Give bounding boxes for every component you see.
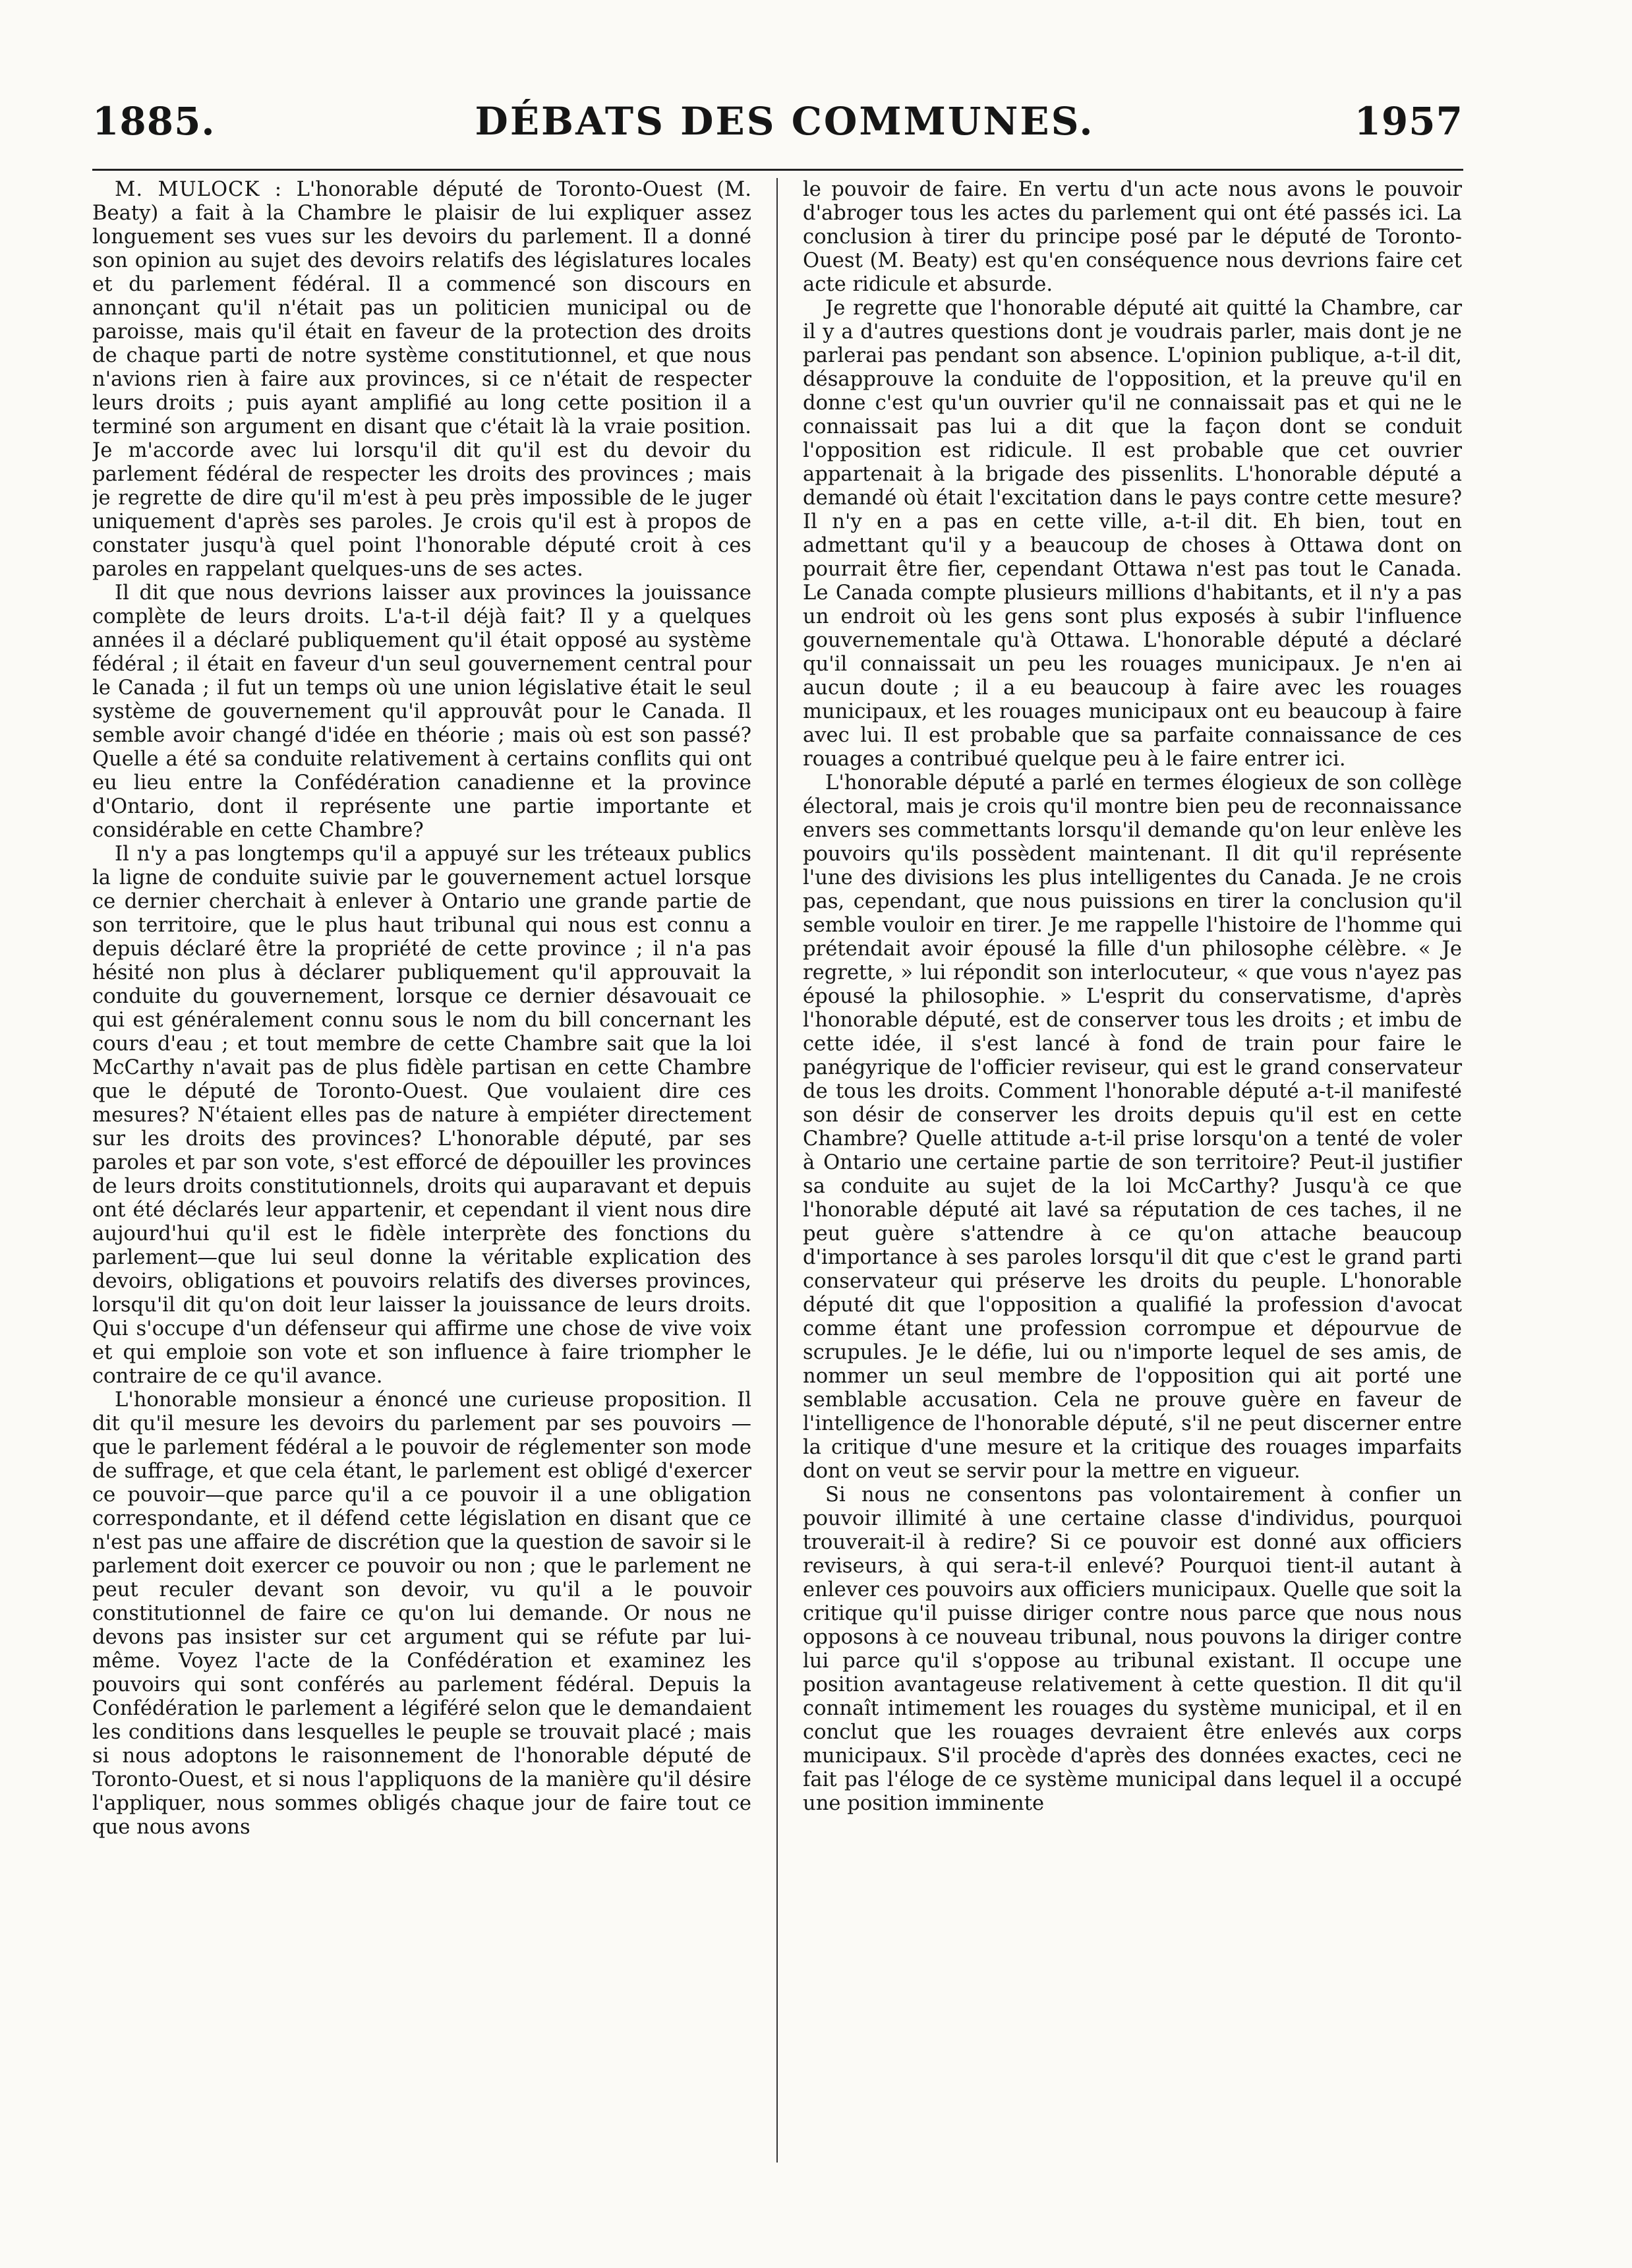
column-divider (776, 178, 778, 2163)
left-column (92, 178, 751, 2209)
paragraph: Je regrette que l'honorable député ait quitté la Chambre, car il y a d'autres questions dont je voudrais parler, mais dont je ne parlerai pas pendant son absence. L'opinion publique, a-t-il dit, désapprouve la conduite de l'opposition, et la preuve qu'il en donne c'est qu'un ouvrier qu'il ne connaissait pas et qui ne le connaissait pas lui a dit que la façon dont se conduit l'opposition est ridicule. Il est probable que cet ouvrier appartenait à la brigade des pissenlits. L'honorable député a demandé où était l'excitation dans le pays contre cette mesure? Il n'y en a pas en cette ville, a-t-il dit. Eh bien, tout en admettant qu'il y a beaucoup de choses à Ottawa dont on pourrait être fier, cependant Ottawa n'est pas tout le Canada. Le Canada compte plusieurs millions d'habitants, et il n'y a pas un endroit où les gens sont plus exposés à subir l'influence gouvernementale qu'à Ottawa. L'honorable député a déclaré qu'il connaissait un peu les rouages municipaux. Je n'en ai aucun doute ; il a eu beaucoup à faire avec les rouages municipaux, et les rouages municipaux ont eu beaucoup à faire avec lui. Il est probable que sa parfaite connaissance de ces rouages a contribué quelque peu à le faire entrer ici. (803, 297, 1462, 771)
paragraph: Il n'y a pas longtemps qu'il a appuyé sur les tréteaux publics la ligne de conduite suivie par le gouvernement actuel lorsque ce dernier cherchait à enlever à Ontario une grande partie de son territoire, que le plus haut tribunal qui nous est connu a depuis déclaré être la propriété de cette province ; il n'a pas hésité non plus à déclarer publiquement qu'il approuvait la conduite du gouvernement, lorsque ce dernier désavouait ce qui est généralement connu sous le nom du bill concernant les cours d'eau ; et tout membre de cette Chambre sait que la loi McCarthy n'avait pas de plus fidèle partisan en cette Chambre que le député de Toronto-Ouest. Que voulaient dire ces mesures? N'étaient elles pas de nature à empiéter directement sur les droits des provinces? L'honorable député, par ses paroles et par son vote, s'est efforcé de dépouiller les provinces de leurs droits constitutionnels, droits qui auparavant et depuis ont été déclarés leur appartenir, et cependant il vient nous dire aujourd'hui qu'il est le fidèle interprète des fonctions du parlement—que lui seul donne la véritable explication des devoirs, obligations et pouvoirs relatifs des diverses provinces, lorsqu'il dit qu'on doit leur laisser la jouissance de leurs droits. Qui s'occupe d'un défenseur qui affirme une chose de vive voix et qui emploie son vote et son influence à faire triompher le contraire de ce qu'il avance. (92, 843, 751, 1388)
paragraph (92, 178, 751, 582)
paragraph-text: L'honorable député de Toronto-Ouest (M. Beaty) a fait à la Chambre le plaisir de lui expliquer assez longuement ses vues sur les devoirs du parlement. Il a donné son opinion au sujet des devoirs relatifs des législatures locales et du parlement fédéral. Il a commencé son discours en annonçant qu'il n'était pas un politicien municipal ou de paroisse, mais qu'il était en faveur de la protection des droits de chaque parti de notre système constitutionnel, et que nous n'avions rien à faire aux provinces, si ce n'était de respecter leurs droits ; puis ayant amplifié au long cette position il a terminé son argument en disant que c'était là la vraie position. Je m'accorde avec lui lorsqu'il dit qu'il est du devoir du parlement fédéral de respecter les droits des provinces ; mais je regrette de dire qu'il m'est à peu près impossible de le juger uniquement d'après ses paroles. Je crois qu'il est à propos de constater jusqu'à quel point l'honorable député croit à ces paroles en rappelant quelques-uns de ses actes. (92, 178, 751, 581)
page-header (92, 99, 1463, 165)
header-page-number: 1957 (1354, 99, 1463, 144)
paragraph: Il dit que nous devrions laisser aux provinces la jouissance complète de leurs droits. L'a-t-il déjà fait? Il y a quelques années il a déclaré publiquement qu'il était opposé au système fédéral ; il était en faveur d'un seul gouvernement central pour le Canada ; il fut un temps où une union législative était le seul système de gouvernement qu'il approuvât pour le Canada. Il semble avoir changé d'idée en théorie ; mais où est son passé? Quelle a été sa conduite relativement à certains conflits qui ont eu lieu entre la Confédération canadienne et la province d'Ontario, dont il représente une partie importante et considérable en cette Chambre? (92, 582, 751, 842)
header-rule (92, 169, 1463, 171)
speaker-name: M. MULOCK : (115, 178, 283, 201)
header-year: 1885. (92, 99, 216, 144)
paragraph: L'honorable député a parlé en termes élogieux de son collège électoral, mais je crois qu'il montre bien peu de reconnaissance envers ses commettants lorsqu'il demande qu'on leur enlève les pouvoirs qu'ils possèdent maintenant. Il dit qu'il représente l'une des divisions les plus intelligentes du Canada. Je ne crois pas, cependant, que nous puissions en tirer la conclusion qu'il semble vouloir en tirer. Je me rappelle l'histoire de l'homme qui prétendait avoir épousé la fille d'un philosophe célèbre. « Je regrette, » lui répondit son interlocuteur, « que vous n'ayez pas épousé la philosophie. » L'esprit du conservatisme, d'après l'honorable député, est de conserver tous les droits ; et imbu de cette idée, il s'est lancé à fond de train pour faire le panégyrique de l'officier reviseur, qui est le grand conservateur de tous les droits. Comment l'honorable député a-t-il manifesté son désir de conserver les droits depuis qu'il est en cette Chambre? Quelle attitude a-t-il prise lorsqu'on a tenté de voler à Ontario une certaine partie de son territoire? Peut-il justifier sa conduite au sujet de la loi McCarthy? Jusqu'à ce que l'honorable député ait lavé sa réputation de ces taches, il ne peut guère s'attendre à ce qu'on attache beaucoup d'importance à ses paroles lorsqu'il dit que c'est le grand parti conservateur qui préserve les droits du peuple. L'honorable député dit que l'opposition a qualifié la profession d'avocat comme étant une profession corrompue et dépourvue de scrupules. Je le défie, lui ou n'importe lequel de ses amis, de nommer un seul membre de l'opposition qui ait porté une semblable accusation. Cela ne prouve guère en faveur de l'intelligence de l'honorable député, s'il ne peut discerner entre la critique d'une mesure et la critique des rouages imparfaits dont on veut se servir pour la mettre en vigueur. (803, 771, 1462, 1483)
paragraph: L'honorable monsieur a énoncé une curieuse proposition. Il dit qu'il mesure les devoirs du parlement par ses pouvoirs —que le parlement fédéral a le pouvoir de réglementer son mode de suffrage, et que cela étant, le parlement est obligé d'exercer ce pouvoir—que parce qu'il a ce pouvoir il a une obligation correspondante, et il défend cette législation en disant que ce n'est pas une affaire de discrétion que la question de savoir si le parlement doit exercer ce pouvoir ou non ; que le parlement ne peut reculer devant son devoir, vu qu'il a le pouvoir constitutionnel de faire ce qu'on lui demande. Or nous ne devons pas insister sur cet argument qui se réfute par lui-même. Voyez l'acte de la Confédération et examinez les pouvoirs qui sont conférés au parlement fédéral. Depuis la Confédération le parlement a légiféré selon que le demandaient les conditions dans lesquelles le peuple se trouvait placé ; mais si nous adoptons le raisonnement de l'honorable député de Toronto-Ouest, et si nous l'appliquons de la manière qu'il désire l'appliquer, nous sommes obligés chaque jour de faire tout ce que nous avons (92, 1388, 751, 1839)
right-column (803, 178, 1462, 2209)
header-title: DÉBATS DES COMMUNES. (475, 99, 1095, 144)
paragraph: le pouvoir de faire. En vertu d'un acte nous avons le pouvoir d'abroger tous les actes du parlement qui ont été passés ici. La conclusion à tirer du principe posé par le député de Toronto-Ouest (M. Beaty) est qu'en conséquence nous devrions faire cet acte ridicule et absurde. (803, 178, 1462, 296)
paragraph: Si nous ne consentons pas volontairement à confier un pouvoir illimité à une certaine classe d'individus, pourquoi trouverait-il à redire? Si ce pouvoir est donné aux officiers reviseurs, à qui sera-t-il enlevé? Pourquoi tient-il autant à enlever ces pouvoirs aux officiers municipaux. Quelle que soit la critique qu'il puisse diriger contre nous parce que nous nous opposons à ce nouveau tribunal, nous pouvons la diriger contre lui parce qu'il s'oppose au tribunal existant. Il occupe une position avantageuse relativement à cette question. Il dit qu'il connaît intimement les rouages du système municipal, et il en conclut que les rouages devraient être enlevés aux corps municipaux. S'il procède d'après des données exactes, ceci ne fait pas l'éloge de ce système municipal dans lequel il a occupé une position imminente (803, 1483, 1462, 1815)
